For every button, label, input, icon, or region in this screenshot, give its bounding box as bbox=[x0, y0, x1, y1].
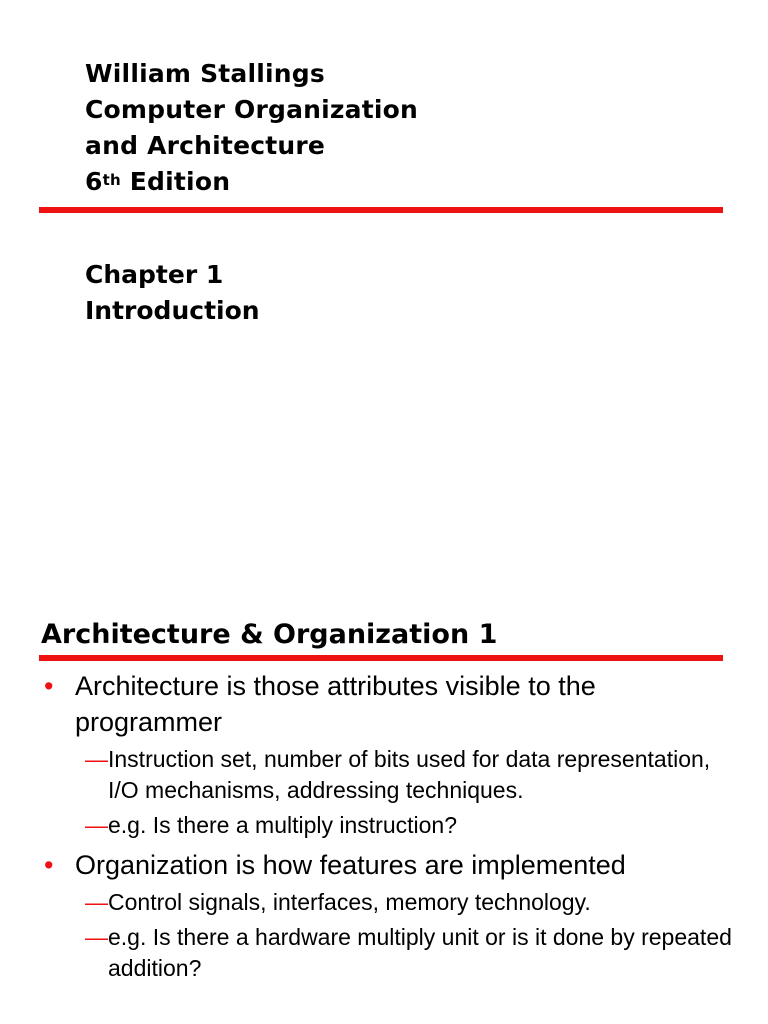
bullet-text: Organization is how features are implemented bbox=[75, 850, 626, 880]
dash-icon: — bbox=[85, 812, 108, 838]
sub-bullet-text: e.g. Is there a multiply instruction? bbox=[108, 812, 457, 838]
sub-bullet-text: e.g. Is there a hardware multiply unit or is it done by repeated addition? bbox=[108, 924, 732, 981]
edition-word: Edition bbox=[120, 167, 231, 196]
title-line-1: Computer Organization bbox=[85, 95, 419, 124]
bullet-item bbox=[44, 668, 744, 740]
edition-number: 6 bbox=[85, 167, 103, 196]
chapter-name: Introduction bbox=[85, 296, 260, 325]
red-divider-top bbox=[39, 207, 723, 213]
sub-bullet-text: Control signals, interfaces, memory technology. bbox=[108, 889, 591, 915]
edition-suffix: th bbox=[102, 171, 121, 189]
sub-bullet-item bbox=[44, 744, 744, 806]
sub-bullet-item bbox=[44, 887, 744, 918]
edition-line bbox=[85, 164, 418, 200]
dash-icon: — bbox=[85, 924, 108, 950]
chapter-title-block bbox=[85, 257, 260, 329]
dash-icon: — bbox=[85, 746, 108, 772]
bullet-text: Architecture is those attributes visible to the programmer bbox=[75, 671, 596, 737]
bullet-dot-icon: • bbox=[44, 671, 54, 701]
book-title-block bbox=[85, 56, 418, 200]
sub-bullet-text: Instruction set, number of bits used for data representation, I/O mechanisms, addressing techniques. bbox=[108, 746, 711, 803]
sub-bullet-item bbox=[44, 810, 744, 841]
red-divider-section bbox=[39, 655, 723, 661]
bullet-dot-icon: • bbox=[44, 850, 54, 880]
section-heading: Architecture & Organization 1 bbox=[41, 619, 498, 650]
section-content bbox=[44, 668, 744, 984]
chapter-number: Chapter 1 bbox=[85, 260, 224, 289]
sub-bullet-item bbox=[44, 922, 744, 984]
title-line-2: and Architecture bbox=[85, 131, 326, 160]
author-name: William Stallings bbox=[85, 59, 325, 88]
bullet-item bbox=[44, 847, 744, 883]
dash-icon: — bbox=[85, 889, 108, 915]
